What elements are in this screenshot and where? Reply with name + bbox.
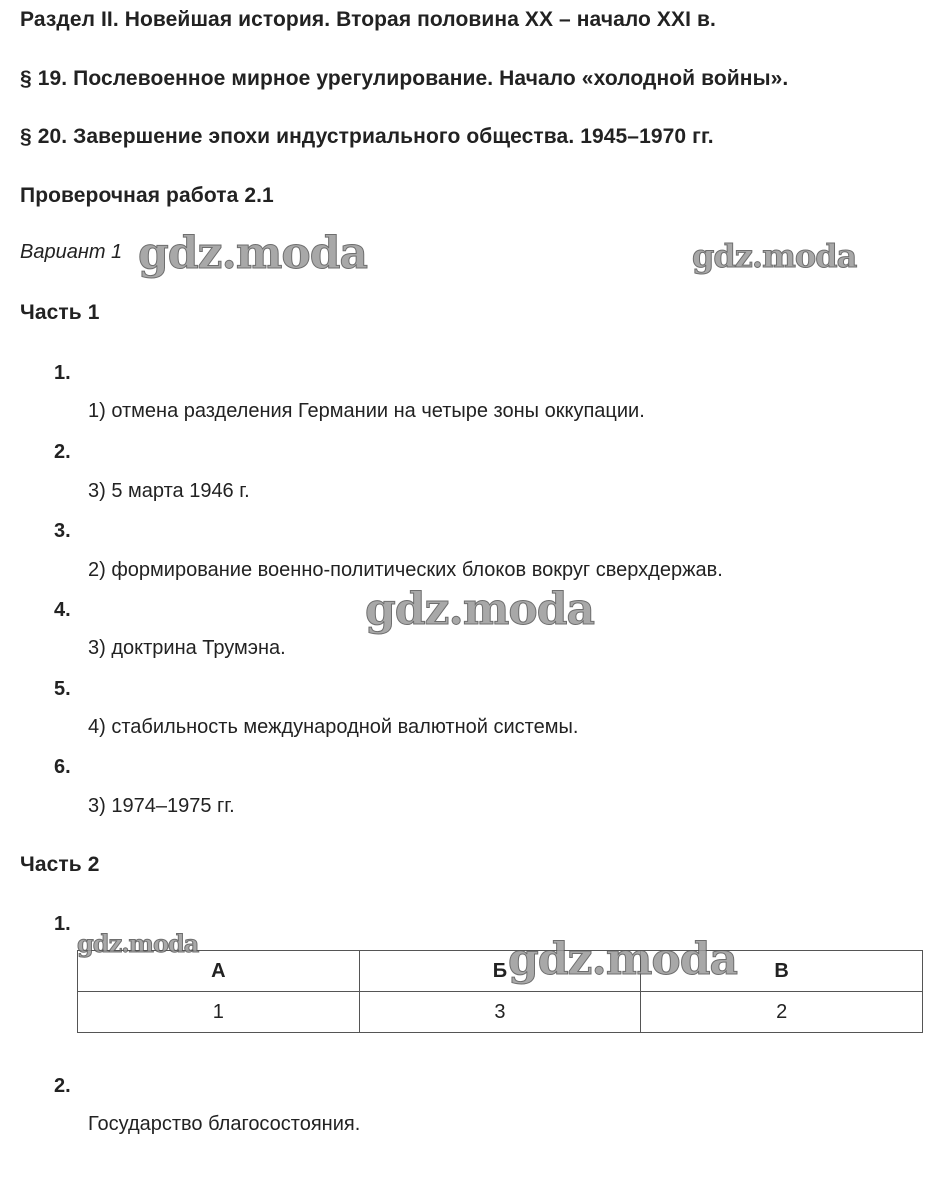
answer-text: 2) формирование военно-политических блоков вокруг сверхдержав. — [88, 559, 723, 581]
watermark-logo: gdz.moda — [77, 929, 199, 958]
answer-text: 3) доктрина Трумэна. — [88, 637, 286, 659]
answer-table — [77, 950, 923, 1033]
table-cell: 2 — [641, 992, 923, 1033]
question-number: 5. — [54, 678, 71, 700]
watermark-logo: gdz.moda — [138, 228, 368, 279]
part2-title: Часть 2 — [20, 853, 100, 876]
table-header-row — [78, 951, 923, 992]
answer-text: 4) стабильность международной валютной системы. — [88, 716, 579, 738]
watermark-logo: gdz.moda — [692, 237, 857, 275]
paragraph-19-title: § 19. Послевоенное мирное урегулирование. Начало «холодной войны». — [20, 67, 789, 90]
answer-text: 1) отмена разделения Германии на четыре зоны оккупации. — [88, 400, 645, 422]
table-header-cell: А — [78, 951, 360, 992]
question-number: 6. — [54, 756, 71, 778]
table-row — [78, 992, 923, 1033]
answer-text: 3) 5 марта 1946 г. — [88, 480, 250, 502]
answer-text: 3) 1974–1975 гг. — [88, 795, 235, 817]
question-number: 3. — [54, 520, 71, 542]
paragraph-20-title: § 20. Завершение эпохи индустриального общества. 1945–1970 гг. — [20, 125, 714, 148]
question-number: 4. — [54, 599, 71, 621]
answer-text: Государство благосостояния. — [88, 1113, 361, 1135]
variant-label: Вариант 1 — [20, 241, 123, 263]
question-number: 2. — [54, 441, 71, 463]
table-header-cell: Б — [359, 951, 641, 992]
question-number: 1. — [54, 913, 71, 935]
part1-title: Часть 1 — [20, 301, 100, 324]
question-number: 2. — [54, 1075, 71, 1097]
test-title: Проверочная работа 2.1 — [20, 184, 274, 207]
section-title: Раздел II. Новейшая история. Вторая половина XX – начало XXI в. — [20, 8, 716, 31]
table-header-cell: В — [641, 951, 923, 992]
question-number: 1. — [54, 362, 71, 384]
watermark-logo: gdz.moda — [365, 584, 595, 635]
watermark-logo: gdz.moda — [508, 934, 738, 985]
table-cell: 1 — [78, 992, 360, 1033]
table-cell: 3 — [359, 992, 641, 1033]
